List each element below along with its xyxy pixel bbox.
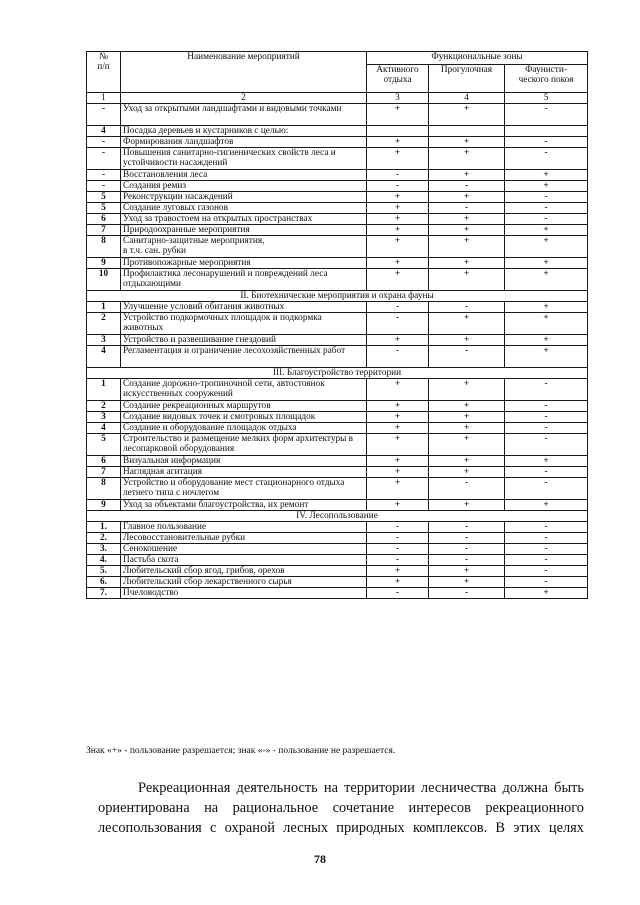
measure-name: Сенокошение: [121, 544, 367, 555]
row-number: 6: [87, 456, 121, 467]
table-row: [87, 203, 588, 214]
zone-fauna-mark: +: [505, 269, 588, 291]
zone-fauna-mark: -: [505, 522, 588, 533]
zone-walking-mark: +: [429, 467, 505, 478]
table-row: [87, 181, 588, 192]
table-row: [87, 236, 588, 258]
table-row: [87, 192, 588, 203]
zone-active-mark: +: [367, 423, 429, 434]
section-title: III. Благоустройство территории: [87, 368, 588, 379]
table-row: [87, 544, 588, 555]
measure-name: Регламентация и ограничение лесохозяйственных работ: [121, 346, 367, 368]
zone-walking-mark: +: [429, 434, 505, 456]
row-number: 9: [87, 258, 121, 269]
measure-name: Устройство и развешивание гнездовий: [121, 335, 367, 346]
zone-active-mark: +: [367, 269, 429, 291]
table-row: [87, 302, 588, 313]
page-number: 78: [314, 852, 326, 866]
table-row: [87, 346, 588, 368]
table-row: [87, 379, 588, 401]
table-row: [87, 522, 588, 533]
zone-walking-mark: +: [429, 379, 505, 401]
zone-walking-mark: +: [429, 269, 505, 291]
zone-walking-mark: +: [429, 401, 505, 412]
zone-fauna-mark: -: [505, 104, 588, 126]
section-header-row: [87, 368, 588, 379]
table-row: [87, 170, 588, 181]
measure-name: Уход за открытыми ландшафтами и видовыми точками: [121, 104, 367, 126]
zone-active-mark: +: [367, 104, 429, 126]
zone-active-mark: +: [367, 203, 429, 214]
zone-walking-mark: -: [429, 588, 505, 599]
zone-active-mark: +: [367, 401, 429, 412]
zone-active-mark: +: [367, 566, 429, 577]
zone-walking-mark: +: [429, 148, 505, 170]
zone-walking-mark: +: [429, 423, 505, 434]
table-row: [87, 313, 588, 335]
measure-name: Пчеловодство: [121, 588, 367, 599]
zone-active-mark: -: [367, 544, 429, 555]
measure-name: Устройство и оборудование мест стационарного отдыха летнего типа с ночлегом: [121, 478, 367, 500]
section-header-row: [87, 291, 588, 302]
table-row: [87, 335, 588, 346]
zone-walking-mark: +: [429, 500, 505, 511]
measure-name: Создание луговых газонов: [121, 203, 367, 214]
zone-active-mark: +: [367, 478, 429, 500]
measure-name: Реконструкции насаждений: [121, 192, 367, 203]
row-number: 2: [87, 401, 121, 412]
measure-name: Природоохранные мероприятия: [121, 225, 367, 236]
zone-walking-mark: -: [429, 181, 505, 192]
zone-active-mark: +: [367, 192, 429, 203]
row-number: 2: [87, 313, 121, 335]
zone-active-mark: +: [367, 434, 429, 456]
measure-name: Противопожарные мероприятия: [121, 258, 367, 269]
zone-fauna-mark: -: [505, 379, 588, 401]
table-row: [87, 500, 588, 511]
row-number: 4: [87, 346, 121, 368]
zone-walking-mark: -: [429, 203, 505, 214]
zone-fauna-mark: -: [505, 137, 588, 148]
row-number: 10: [87, 269, 121, 291]
row-number: 8: [87, 478, 121, 500]
measure-name: Лесовосстановительные рубки: [121, 533, 367, 544]
table-row: [87, 148, 588, 170]
measure-name: Наглядная агитация: [121, 467, 367, 478]
measure-name: Создание рекреационных маршрутов: [121, 401, 367, 412]
measure-name: Улучшение условий обитания животных: [121, 302, 367, 313]
table-row: [87, 478, 588, 500]
zone-walking-mark: +: [429, 225, 505, 236]
measure-name: Создание видовых точек и смотровых площадок: [121, 412, 367, 423]
table-row: [87, 225, 588, 236]
zone-walking-mark: +: [429, 258, 505, 269]
zone-fauna-mark: +: [505, 346, 588, 368]
zone-fauna-mark: -: [505, 412, 588, 423]
zone-fauna-mark: -: [505, 192, 588, 203]
zone-active-mark: -: [367, 533, 429, 544]
row-number: 1: [87, 379, 121, 401]
zone-active-mark: +: [367, 225, 429, 236]
zone-fauna-mark: -: [505, 544, 588, 555]
zone-fauna-mark: -: [505, 148, 588, 170]
zone-walking-mark: +: [429, 104, 505, 126]
paragraph-line: ориентирована на рациональное сочетание интересов рекреационного: [98, 800, 584, 816]
paragraph-line: Рекреационная деятельность на территории лесничества должна быть: [138, 780, 584, 796]
index-cell: 1: [87, 93, 121, 104]
table-row: [87, 588, 588, 599]
row-number: -: [87, 170, 121, 181]
header-zone-fauna: Фаунисти- ческого покоя: [505, 65, 588, 93]
section-title: II. Биотехнические мероприятия и охрана фауны: [87, 291, 588, 302]
zone-active-mark: +: [367, 456, 429, 467]
row-number: 9: [87, 500, 121, 511]
paragraph-line: лесопользования с охраной лесных природных комплексов. В этих целях: [98, 820, 584, 836]
zone-walking-mark: -: [429, 478, 505, 500]
measure-name: Восстановления леса: [121, 170, 367, 181]
row-number: -: [87, 181, 121, 192]
row-number: 1.: [87, 522, 121, 533]
row-number: 7.: [87, 588, 121, 599]
measure-name: Главное пользование: [121, 522, 367, 533]
zone-fauna-mark: +: [505, 302, 588, 313]
table-row: [87, 533, 588, 544]
zone-walking-mark: -: [429, 544, 505, 555]
measure-name: Создание дорожно-тропиночной сети, автостоянок искусственных сооружений: [121, 379, 367, 401]
zone-fauna-mark: -: [505, 555, 588, 566]
table-row: [87, 126, 588, 137]
zone-active-mark: -: [367, 302, 429, 313]
table-row: [87, 423, 588, 434]
zone-fauna-mark: +: [505, 500, 588, 511]
zone-walking-mark: +: [429, 412, 505, 423]
row-number: 6: [87, 214, 121, 225]
zone-active-mark: +: [367, 236, 429, 258]
header-zone-active: Активного отдыха: [367, 65, 429, 93]
row-number: -: [87, 148, 121, 170]
zone-fauna-mark: +: [505, 236, 588, 258]
legend-note: Знак «+» - пользование разрешается; знак «-» - пользование не разрешается.: [86, 746, 396, 756]
zone-walking-mark: -: [429, 533, 505, 544]
measure-name: Санитарно-защитные мероприятия, в т.ч. сан. рубки: [121, 236, 367, 258]
measure-name: Уход за объектами благоустройства, их ремонт: [121, 500, 367, 511]
zone-fauna-mark: [505, 126, 588, 137]
zone-active-mark: +: [367, 214, 429, 225]
zone-active-mark: +: [367, 577, 429, 588]
table-row: [87, 401, 588, 412]
row-number: 5.: [87, 566, 121, 577]
zone-fauna-mark: +: [505, 335, 588, 346]
measure-name: Строительство и размещение мелких форм архитектуры в лесопарковой оборудования: [121, 434, 367, 456]
row-number: 7: [87, 467, 121, 478]
row-number: 5: [87, 192, 121, 203]
zone-walking-mark: -: [429, 302, 505, 313]
measure-name: Посадка деревьев и кустарников с целью:: [121, 126, 367, 137]
measure-name: Создания ремиз: [121, 181, 367, 192]
zone-fauna-mark: +: [505, 456, 588, 467]
zone-walking-mark: +: [429, 335, 505, 346]
zone-active-mark: +: [367, 148, 429, 170]
zone-fauna-mark: -: [505, 434, 588, 456]
zone-active-mark: -: [367, 588, 429, 599]
row-number: -: [87, 104, 121, 126]
zone-fauna-mark: -: [505, 533, 588, 544]
header-zone-walking: Прогулочная: [429, 65, 505, 93]
measure-name: Уход за травостоем на открытых пространствах: [121, 214, 367, 225]
measure-name: Создание и оборудование площадок отдыха: [121, 423, 367, 434]
zone-active-mark: +: [367, 335, 429, 346]
measure-name: Профилактика лесонарушений и повреждений леса отдыхающими: [121, 269, 367, 291]
row-number: 5: [87, 203, 121, 214]
zone-active-mark: +: [367, 467, 429, 478]
zone-walking-mark: -: [429, 555, 505, 566]
zone-fauna-mark: -: [505, 566, 588, 577]
zone-active-mark: +: [367, 258, 429, 269]
measure-name: Любительский сбор ягод, грибов, орехов: [121, 566, 367, 577]
index-cell: 2: [121, 93, 367, 104]
zone-fauna-mark: -: [505, 401, 588, 412]
measure-name: Пастьба скота: [121, 555, 367, 566]
zone-fauna-mark: -: [505, 214, 588, 225]
measure-name: Формирования ландшафтов: [121, 137, 367, 148]
table-row: [87, 467, 588, 478]
table-row: [87, 214, 588, 225]
zone-fauna-mark: +: [505, 258, 588, 269]
zone-active-mark: -: [367, 313, 429, 335]
section-title: IV. Лесопользование: [87, 511, 588, 522]
index-cell: 4: [429, 93, 505, 104]
zone-fauna-mark: +: [505, 181, 588, 192]
row-number: 3: [87, 335, 121, 346]
zone-walking-mark: +: [429, 456, 505, 467]
zone-walking-mark: +: [429, 313, 505, 335]
header-name: Наименование мероприятий: [121, 52, 367, 93]
zone-walking-mark: +: [429, 566, 505, 577]
zone-walking-mark: +: [429, 214, 505, 225]
index-cell: 3: [367, 93, 429, 104]
row-number: 3: [87, 412, 121, 423]
table-row: [87, 104, 588, 126]
table-row: [87, 434, 588, 456]
table-row: [87, 137, 588, 148]
zone-walking-mark: -: [429, 346, 505, 368]
table-row: [87, 566, 588, 577]
header-zones: Функциональные зоны: [367, 52, 588, 65]
zone-fauna-mark: -: [505, 577, 588, 588]
zone-walking-mark: +: [429, 170, 505, 181]
zone-active-mark: -: [367, 346, 429, 368]
zone-fauna-mark: +: [505, 170, 588, 181]
zone-active-mark: [367, 126, 429, 137]
row-number: 5: [87, 434, 121, 456]
zone-active-mark: -: [367, 181, 429, 192]
section-header-row: [87, 511, 588, 522]
header-num: № п/п: [87, 52, 121, 93]
zone-walking-mark: +: [429, 192, 505, 203]
zone-fauna-mark: +: [505, 588, 588, 599]
zone-active-mark: -: [367, 170, 429, 181]
table-row: [87, 577, 588, 588]
zone-fauna-mark: -: [505, 467, 588, 478]
functional-zones-table: [86, 51, 588, 599]
zone-active-mark: -: [367, 522, 429, 533]
table-row: [87, 269, 588, 291]
row-number: 7: [87, 225, 121, 236]
zone-fauna-mark: -: [505, 423, 588, 434]
table-row: [87, 555, 588, 566]
measure-name: Повышения санитарно-гигиенических свойств леса и устойчивости насаждений: [121, 148, 367, 170]
zone-walking-mark: +: [429, 137, 505, 148]
row-number: 3.: [87, 544, 121, 555]
zone-active-mark: +: [367, 412, 429, 423]
row-number: 6.: [87, 577, 121, 588]
zone-walking-mark: +: [429, 577, 505, 588]
row-number: 4.: [87, 555, 121, 566]
body-paragraph: [98, 778, 584, 838]
table-row: [87, 412, 588, 423]
table-row: [87, 456, 588, 467]
zone-active-mark: +: [367, 137, 429, 148]
row-number: 2.: [87, 533, 121, 544]
zone-fauna-mark: -: [505, 203, 588, 214]
zone-walking-mark: -: [429, 522, 505, 533]
zone-walking-mark: [429, 126, 505, 137]
zone-fauna-mark: +: [505, 313, 588, 335]
zone-active-mark: +: [367, 379, 429, 401]
row-number: 4: [87, 423, 121, 434]
index-cell: 5: [505, 93, 588, 104]
table-row: [87, 258, 588, 269]
measure-name: Любительский сбор лекарственного сырья: [121, 577, 367, 588]
measure-name: Визуальная информация: [121, 456, 367, 467]
row-number: 1: [87, 302, 121, 313]
zone-fauna-mark: -: [505, 478, 588, 500]
row-number: 8: [87, 236, 121, 258]
measure-name: Устройство подкормочных площадок и подкормка животных: [121, 313, 367, 335]
zone-active-mark: +: [367, 500, 429, 511]
zone-active-mark: -: [367, 555, 429, 566]
zone-walking-mark: +: [429, 236, 505, 258]
row-number: -: [87, 137, 121, 148]
row-number: 4: [87, 126, 121, 137]
zone-fauna-mark: +: [505, 225, 588, 236]
